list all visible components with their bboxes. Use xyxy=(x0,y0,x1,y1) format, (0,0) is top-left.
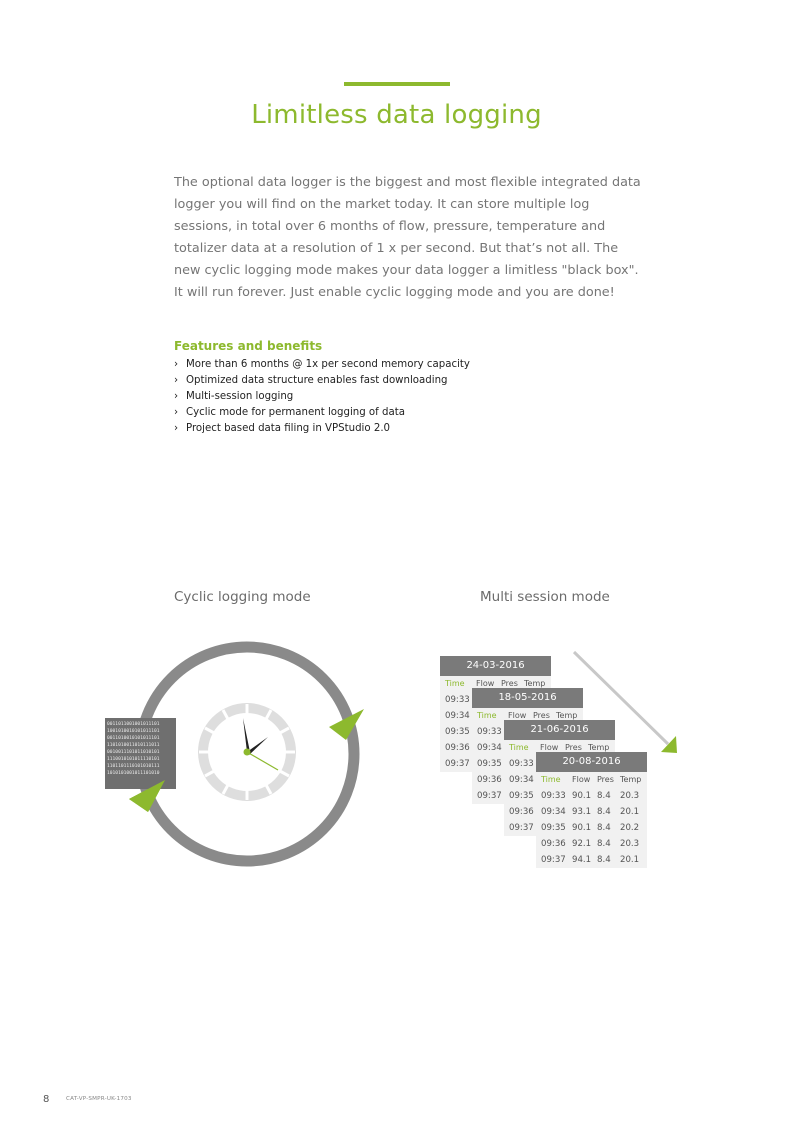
session-row: 09:34 93.1 8.4 20.1 xyxy=(541,807,640,817)
session-column-header: Time Flow Pres Temp xyxy=(445,679,546,688)
features-list xyxy=(174,357,470,437)
cycle-arrow-overlay-icon xyxy=(125,778,185,818)
session-row: 09:34 xyxy=(477,743,502,753)
session-row: 09:33 xyxy=(477,727,502,737)
session-row: 09:37 94.1 8.4 20.1 xyxy=(541,855,640,865)
session-column-header: Time Flow Pres Temp xyxy=(541,775,642,784)
feature-item: › More than 6 months @ 1x per second memory capacity xyxy=(174,357,470,373)
feature-item: › Optimized data structure enables fast downloading xyxy=(174,373,470,389)
session-date: 24-03-2016 xyxy=(440,656,551,676)
features-heading: Features and benefits xyxy=(174,339,323,353)
page-number: 8 xyxy=(43,1094,50,1105)
session-column-header: Time Flow Pres Temp xyxy=(477,711,578,720)
clock-icon xyxy=(199,704,295,800)
session-row: 09:35 90.1 8.4 20.2 xyxy=(541,823,640,833)
session-row: 09:35 xyxy=(445,727,470,737)
session-row: 09:35 xyxy=(509,791,534,801)
session-row: 09:37 xyxy=(509,823,534,833)
session-row: 09:36 xyxy=(477,775,502,785)
session-column-header: Time Flow Pres Temp xyxy=(509,743,610,752)
cyclic-mode-label: Cyclic logging mode xyxy=(174,589,311,605)
session-row: 09:37 xyxy=(445,759,470,769)
session-date: 20-08-2016 xyxy=(536,752,647,772)
title-accent-bar xyxy=(344,82,450,86)
session-row: 09:36 xyxy=(509,807,534,817)
session-date: 18-05-2016 xyxy=(472,688,583,708)
chevron-right-icon: › xyxy=(174,375,179,386)
session-row: 09:33 90.1 8.4 20.3 xyxy=(541,791,640,801)
session-row: 09:36 xyxy=(445,743,470,753)
session-row: 09:34 xyxy=(445,711,470,721)
chevron-right-icon: › xyxy=(174,407,179,418)
session-row: 09:35 xyxy=(477,759,502,769)
page-title: Limitless data logging xyxy=(251,100,542,130)
intro-paragraph: The optional data logger is the biggest and most flexible integrated data logger you will find on the market today. It can store multiple log sessions, in total over 6 months of flow, pressure, temperature and totalizer data at a resolution of 1 x per second. But that’s not all. The new cyclic logging mode makes your data logger a limitless "black box". It will run forever. Just enable cyclic logging mode and you are done! xyxy=(174,175,641,300)
binary-data-block: 0011011001001011101 1001010010101011101 0011010010101011101 1101010011010111011 0010011101011010101 1110010101011110101 1101101110101010111 1010101001011101010 xyxy=(105,718,176,789)
chevron-right-icon: › xyxy=(174,391,179,402)
feature-item: › Multi-session logging xyxy=(174,389,470,405)
session-row: 09:33 xyxy=(445,695,470,705)
feature-item: › Project based data filing in VPStudio 2.0 xyxy=(174,421,470,437)
chevron-right-icon: › xyxy=(174,423,179,434)
document-code: CAT-VP-SMPR-UK-1703 xyxy=(66,1096,132,1102)
chevron-right-icon: › xyxy=(174,359,179,370)
session-row: 09:36 92.1 8.4 20.3 xyxy=(541,839,640,849)
session-row: 09:37 xyxy=(477,791,502,801)
session-row: 09:34 xyxy=(509,775,534,785)
session-date: 21-06-2016 xyxy=(504,720,615,740)
multi-session-label: Multi session mode xyxy=(480,589,610,605)
feature-item: › Cyclic mode for permanent logging of data xyxy=(174,405,470,421)
session-row: 09:33 xyxy=(509,759,534,769)
session-card xyxy=(536,752,647,868)
